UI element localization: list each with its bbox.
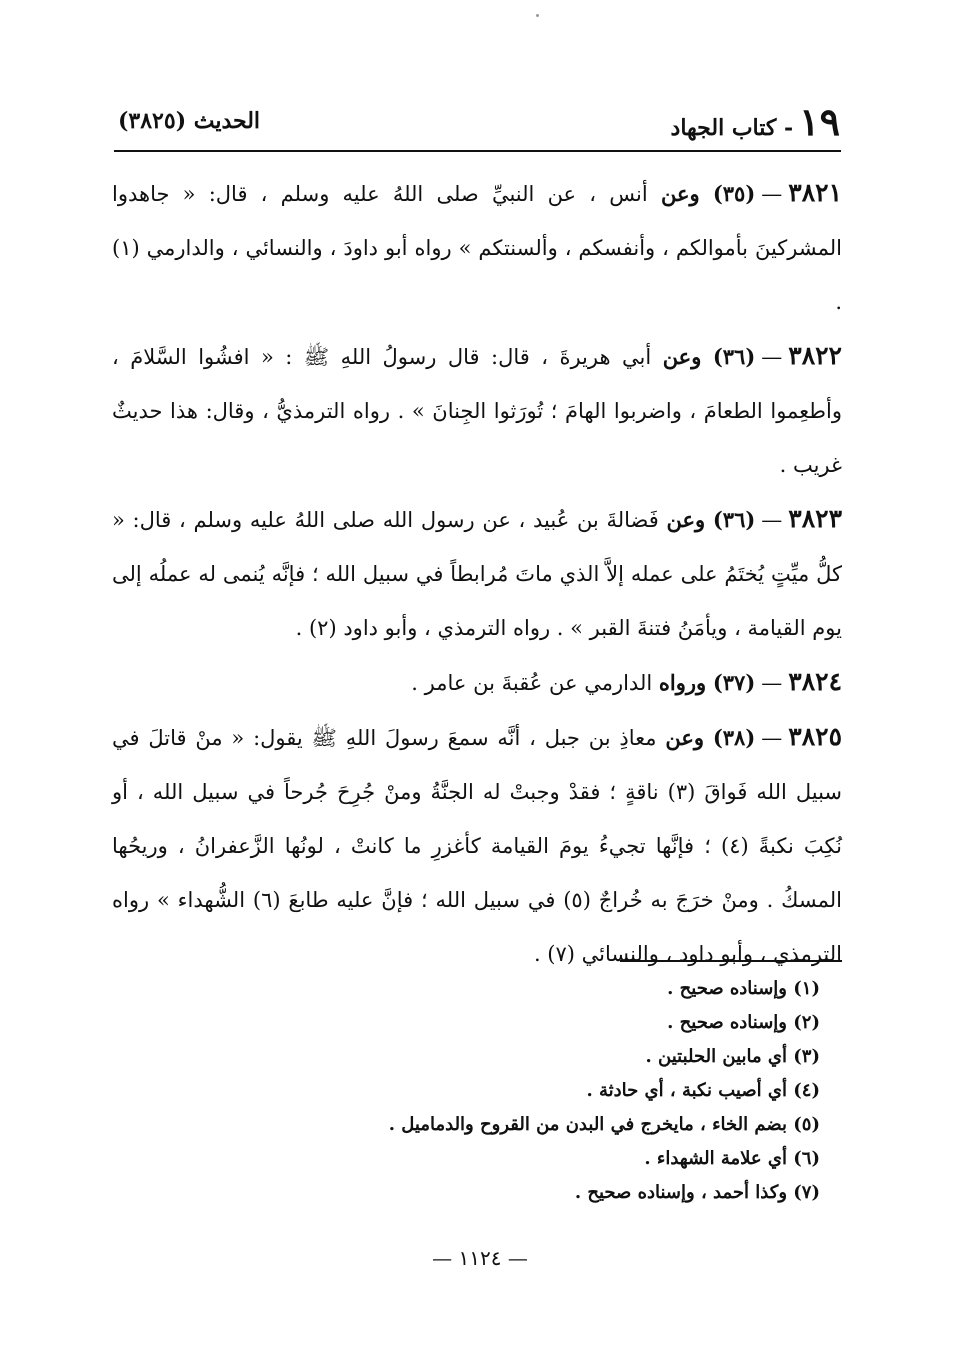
footnote-divider [620,960,842,962]
hadith-list [112,166,842,981]
hadith-intro: ورواه [658,670,707,695]
hadith-number: ٣٨٢١ [788,178,842,207]
footnote: (٤) أي أصيب نكبة ، أي حادثة . [586,1080,820,1101]
hadith-number: ٣٨٢٥ [788,722,842,751]
hadith-entry: ٣٨٢٥—(٣٨) وعن معاذِ بن جبل ، أنَّه سمعَ رسولَ اللهِ ﷺ يقول: « منْ قاتلَ في سبيل الله فَواقَ (٣) ناقةٍ ؛ فقدْ وجبتْ له الجنَّةُ ومنْ جُرِحَ جُرحاً في سبيل الله ، أو نُكِبَ نكبةً (٤) ؛ فإنَّها تجيءُ يومَ القيامة كأغزرِ ما كانتْ ، لونُها الزَّعفرانُ ، وريحُها المسكُ . ومنْ خرَجَ به خُراجٌ (٥) في سبيل الله ؛ فإنَّ عليه طابعَ (٦) الشُّهداء » رواه الترمذي ، وأبو داود ، والنسائي (٧) . [112,722,843,966]
hadith-number: ٣٨٢٤ [788,667,842,696]
hadith-sub-number: (٣٦) [712,344,756,369]
hadith-sub-number: (٣٨) [712,725,756,750]
hadith-text: معاذِ بن جبل ، أنَّه سمعَ رسولَ اللهِ ﷺ يقول: « منْ قاتلَ في سبيل الله فَواقَ (٣) ناقةٍ ؛ فقدْ وجبتْ له الجنَّةُ ومنْ جُرِحَ جُرحاً في سبيل الله ، أو نُكِبَ نكبةً (٤) ؛ فإنَّها تجيءُ يومَ القيامة كأغزرِ ما كانتْ ، لونُها الزَّعفرانُ ، وريحُها المسكُ . ومنْ خرَجَ به خُراجٌ (٥) في سبيل الله ؛ فإنَّ عليه طابعَ (٦) الشُّهداء » رواه الترمذي ، وأبو داود ، والنسائي (٧) . [112,726,843,966]
hadith-sub-number: (٣٦) [712,507,756,532]
chapter-number: ١٩ [799,98,840,144]
hadith-entry: ٣٨٢٤—(٣٧) ورواه الدارمي عن عُقبةَ بن عامر . [411,667,842,696]
chapter-heading [671,99,840,144]
footnote: (٣) أي مابين الحلبتين . [645,1046,820,1067]
hadith-text: أنس ، عن النبيِّ صلى اللهُ عليه وسلم ، قال: « جاهدوا المشركينَ بأموالكم ، وأنفسكم ، وألسنتكم » رواه أبو داودَ ، والنسائي ، والدارمي (١) . [112,182,842,314]
chapter-title: - كتاب الجهاد [670,114,794,141]
hadith-sub-number: (٣٥) [712,181,756,206]
hadith-intro: وعن [665,725,705,750]
hadith-number: ٣٨٢٣ [788,504,843,533]
header-divider [114,150,841,152]
hadith-text: الدارمي عن عُقبةَ بن عامر . [411,671,653,695]
page-number: — ١١٢٤ — [432,1246,528,1270]
hadith-entry: ٣٨٢٣—(٣٦) وعن فَضالةَ بن عُبيد ، عن رسول الله صلى اللهُ عليه وسلم ، قال: « كلُّ ميِّتٍ يُختَمُ على عمله إلاَّ الذي ماتَ مُرابطاً في سبيل الله ؛ فإنَّه يُنمى له عملُه إلى يوم القيامة ، ويأمَنُ فتنةَ القبر » . رواه الترمذي ، وأبو داود (٢) . [112,504,843,640]
hadith-intro: وعن [660,181,700,206]
page-header [118,98,840,144]
footnotes [300,972,820,1210]
footnote: (٢) وإسناده صحيح . [667,1012,820,1033]
footnote: (٧) وكذا أحمد ، وإسناده صحيح . [574,1182,820,1203]
hadith-number: ٣٨٢٢ [788,341,842,370]
hadith-intro: وعن [666,507,706,532]
hadith-intro: وعن [662,344,702,369]
footnote: (٥) بضم الخاء ، مايخرج في البدن من القروح والدماميل . [388,1114,820,1135]
hadith-entry: ٣٨٢١—(٣٥) وعن أنس ، عن النبيِّ صلى اللهُ عليه وسلم ، قال: « جاهدوا المشركينَ بأموالكم ، وأنفسكم ، وألسنتكم » رواه أبو داودَ ، والنسائي ، والدارمي (١) . [112,178,842,314]
hadith-text: فَضالةَ بن عُبيد ، عن رسول الله صلى اللهُ عليه وسلم ، قال: « كلُّ ميِّتٍ يُختَمُ على عمله إلاَّ الذي ماتَ مُرابطاً في سبيل الله ؛ فإنَّه يُنمى له عملُه إلى يوم القيامة ، ويأمَنُ فتنةَ القبر » . رواه الترمذي ، وأبو داود (٢) . [112,508,842,640]
hadith-sub-number: (٣٧) [712,670,756,695]
scan-mark [536,14,539,17]
hadith-text: أبي هريرةَ ، قال: قال رسولُ اللهِ ﷺ : « افشُوا السَّلامَ ، وأطعِموا الطعامَ ، واضربوا الهامَ ؛ تُورَثوا الجِنانَ » . رواه الترمذيُّ ، وقال: هذا حديثٌ غريب . [112,345,842,477]
footnote: (١) وإسناده صحيح . [667,978,820,999]
hadith-range: الحديث (٣٨٢٥) [118,108,261,134]
hadith-entry: ٣٨٢٢—(٣٦) وعن أبي هريرةَ ، قال: قال رسولُ اللهِ ﷺ : « افشُوا السَّلامَ ، وأطعِموا الطعامَ ، واضربوا الهامَ ؛ تُورَثوا الجِنانَ » . رواه الترمذيُّ ، وقال: هذا حديثٌ غريب . [112,341,842,477]
footnote: (٦) أي علامة الشهداء . [644,1148,820,1169]
